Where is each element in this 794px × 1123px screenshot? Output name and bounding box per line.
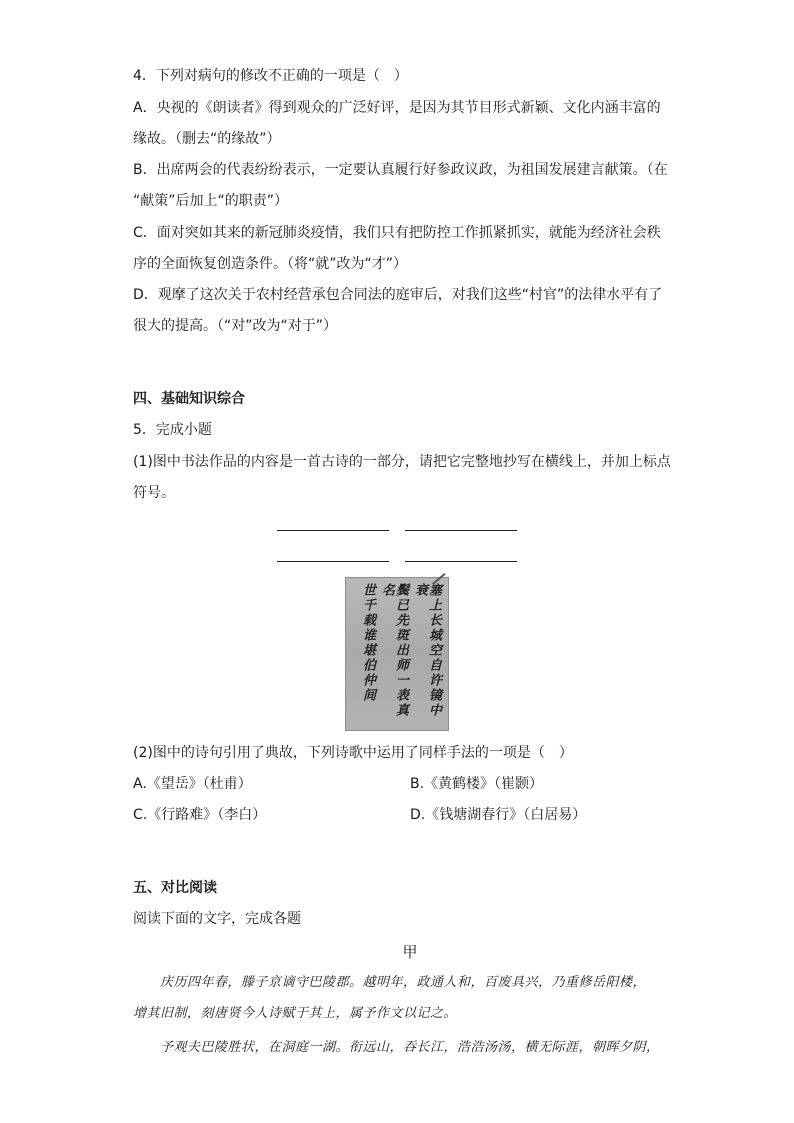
calligraphy-column-2: 鬓已先斑出师一表真名 — [379, 583, 408, 718]
calligraphy-column-3: 世千载谁堪伯仲间 — [360, 583, 375, 703]
option-c-line2: 序的全面恢复创造条件。（将“就”改为“才”） — [133, 256, 408, 272]
option-d-line1: D．观摩了这次关于农村经营承包合同法的庭审后，对我们这些“村官”的法律水平有了 — [133, 287, 663, 303]
answer-blank-1[interactable] — [277, 530, 389, 531]
section-4-title: 四、基础知识综合 — [133, 391, 245, 407]
choice-c[interactable]: C.《行路难》（李白） — [133, 807, 267, 823]
answer-blank-4[interactable] — [405, 561, 517, 562]
option-b-line2: “献策”后加上“的职责”） — [133, 193, 289, 209]
question-4-stem: 4．下列对病句的修改不正确的一项是（ ） — [133, 68, 408, 84]
sub-question-2: (2)图中的诗句引用了典故，下列诗歌中运用了同样手法的一项是（ ） — [133, 745, 573, 761]
choice-b[interactable]: B.《黄鹤楼》（崔颢） — [410, 776, 544, 792]
passage-line-3: 予观夫巴陵胜状，在洞庭一湖。衔远山，吞长江，浩浩汤汤，横无际涯，朝晖夕阴， — [160, 1040, 660, 1055]
calligraphy-column-1: 塞上长城空自许镜中衰 — [412, 583, 441, 718]
option-b-line1: B．出席两会的代表纷纷表示，一定要认真履行好参政议政，为祖国发展建言献策。（在 — [133, 162, 668, 178]
option-c-line1: C．面对突如其来的新冠肺炎疫情，我们只有把防控工作抓紧抓实，就能为经济社会秩 — [133, 225, 661, 241]
choice-a[interactable]: A.《望岳》（杜甫） — [133, 776, 252, 792]
answer-blank-3[interactable] — [277, 561, 389, 562]
question-5-stem: 5．完成小题 — [133, 422, 212, 438]
answer-blank-2[interactable] — [405, 530, 517, 531]
section-5-title: 五、对比阅读 — [133, 880, 217, 896]
option-a-line2: 缘故。（删去“的缘故”） — [133, 131, 281, 147]
option-d-line2: 很大的提高。（“对”改为“对于”） — [133, 318, 338, 334]
passage-line-1: 庆历四年春，滕子京谪守巴陵郡。越明年，政通人和，百废具兴，乃重修岳阳楼， — [160, 975, 647, 990]
reading-instruction: 阅读下面的文字，完成各题 — [133, 911, 301, 927]
passage-label-jia: 甲 — [402, 943, 418, 961]
passage-line-2: 增其旧制，刻唐贤今人诗赋于其上，属予作文以记之。 — [133, 1006, 458, 1021]
calligraphy-image — [345, 577, 449, 731]
sub-question-1-line1: (1)图中书法作品的内容是一首古诗的一部分，请把它完整地抄写在横线上，并加上标点 — [133, 454, 671, 470]
sub-question-1-line2: 符号。 — [133, 485, 175, 501]
option-a-line1: A．央视的《朗读者》得到观众的广泛好评，是因为其节目形式新颖、文化内涵丰富的 — [133, 100, 661, 116]
choice-d[interactable]: D.《钱塘湖春行》（白居易） — [410, 807, 587, 823]
